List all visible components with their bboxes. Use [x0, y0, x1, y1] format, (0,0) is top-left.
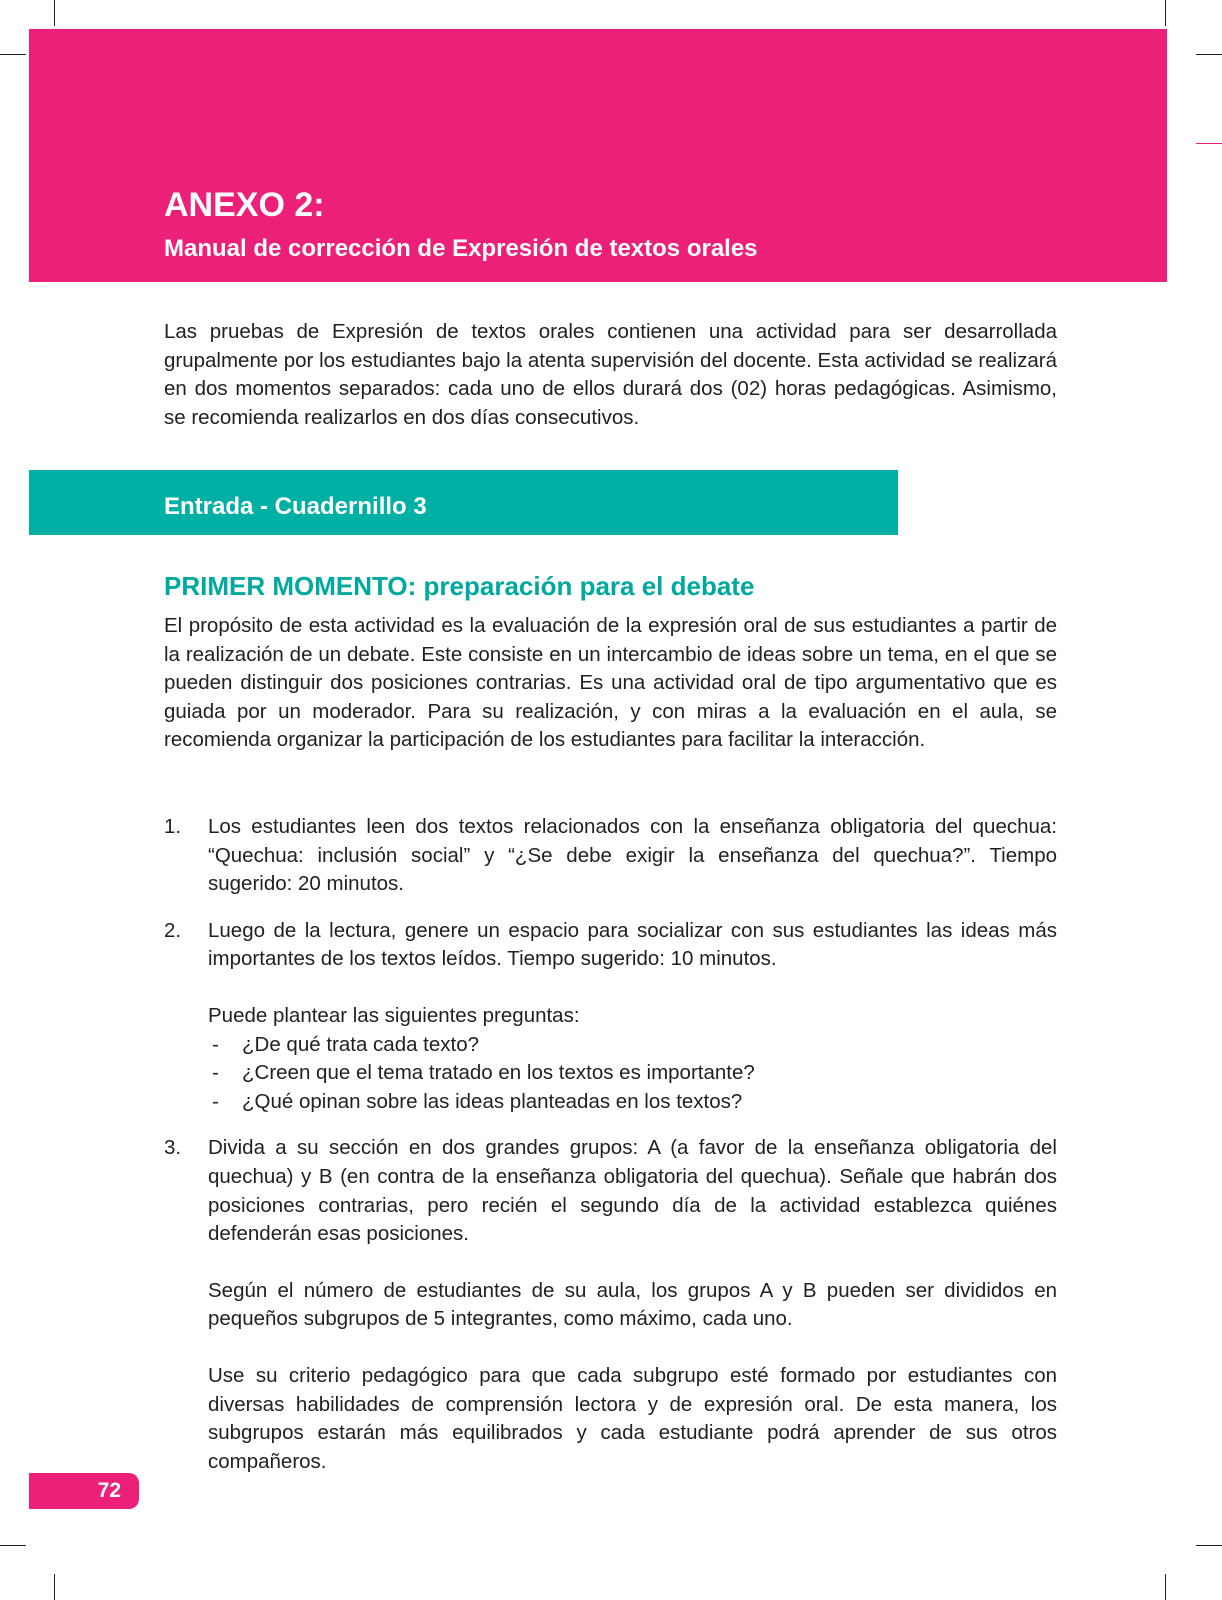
step-text: Divida a su sección en dos grandes grupos: A (a favor de la enseñanza obligatoria del quechua) y B (en contra de la enseñanza obligatoria del quechua). Señale que habrán dos posiciones contrarias, pero recién el segundo día de la actividad establezca quiénes defenderán esas posiciones.: [208, 1136, 1057, 1246]
section-band: [29, 470, 898, 535]
section-title: Entrada - Cuadernillo 3: [164, 493, 427, 520]
steps-list: [164, 813, 1057, 1494]
questions-lead: Puede plantear las siguientes preguntas:: [208, 1003, 580, 1027]
question-text: ¿De qué trata cada texto?: [242, 1032, 480, 1056]
step-paragraph: Use su criterio pedagógico para que cada subgrupo esté formado por estudiantes con diversas habilidades de comprensión lectora y de expresión oral. De esta manera, los subgrupos estarán más equilibrados y cada estudiante podrá aprender de sus otros compañeros.: [208, 1363, 1057, 1473]
step-text: Luego de la lectura, genere un espacio para socializar con sus estudiantes las ideas más importantes de los textos leídos. Tiempo sugerido: 10 minutos.: [208, 918, 1057, 971]
annex-title: ANEXO 2:: [164, 186, 325, 224]
crop-mark: [1165, 1574, 1166, 1600]
question-text: ¿Creen que el tema tratado en los textos es importante?: [242, 1061, 755, 1085]
step-number: 1.: [164, 815, 182, 838]
question-item: - ¿Qué opinan sobre las ideas planteadas en los textos?: [212, 1089, 743, 1113]
crop-mark: [1196, 1545, 1222, 1546]
crop-mark: [0, 54, 26, 55]
question-item: - ¿De qué trata cada texto?: [212, 1032, 480, 1056]
step-paragraph: Según el número de estudiantes de su aula, los grupos A y B pueden ser divididos en pequeños subgrupos de 5 integrantes, como máximo, cada uno.: [208, 1278, 1057, 1331]
crop-mark: [1196, 54, 1222, 55]
crop-mark: [1165, 0, 1166, 26]
crop-mark: [54, 0, 55, 26]
question-item: - ¿Creen que el tema tratado en los textos es importante?: [212, 1061, 755, 1085]
list-item: [164, 1134, 1057, 1476]
step-text: Los estudiantes leen dos textos relacionados con la enseñanza obligatoria del quechua: “Quechua: inclusión social” y “¿Se debe exigir la enseñanza del quechua?”. Tiempo sugerido: 20 minutos.: [208, 815, 1057, 896]
list-item: [164, 813, 1057, 899]
page-number-tab: [29, 1473, 139, 1509]
crop-mark: [1196, 143, 1222, 144]
question-text: ¿Qué opinan sobre las ideas planteadas en los textos?: [242, 1089, 743, 1113]
list-item: [164, 917, 1057, 1117]
crop-mark: [0, 1545, 26, 1546]
annex-subtitle: Manual de corrección de Expresión de textos orales: [164, 235, 758, 262]
intro-paragraph: Las pruebas de Expresión de textos orales contienen una actividad para ser desarrollada grupalmente por los estudiantes bajo la atenta supervisión del docente. Esta actividad se realizará en dos momentos separados: cada uno de ellos durará dos (02) horas pedagógicas. Asimismo, se recomienda realizarlos en dos días consecutivos.: [164, 320, 1057, 429]
moment-intro-paragraph: El propósito de esta actividad es la evaluación de la expresión oral de sus estudiantes a partir de la realización de un debate. Este consiste en un intercambio de ideas sobre un tema, en el que se pueden distinguir dos posiciones contrarias. Es una actividad oral de tipo argumentativo que es guiada por un moderador. Para su realización, y con miras a la evaluación en el aula, se recomienda organizar la participación de los estudiantes para facilitar la interacción.: [164, 614, 1057, 752]
page-number: 72: [97, 1479, 121, 1502]
step-number: 3.: [164, 1136, 182, 1160]
moment-heading: PRIMER MOMENTO: preparación para el debate: [164, 571, 755, 601]
step-number: 2.: [164, 918, 182, 942]
questions-list: [208, 1031, 1057, 1117]
crop-mark: [54, 1574, 55, 1600]
